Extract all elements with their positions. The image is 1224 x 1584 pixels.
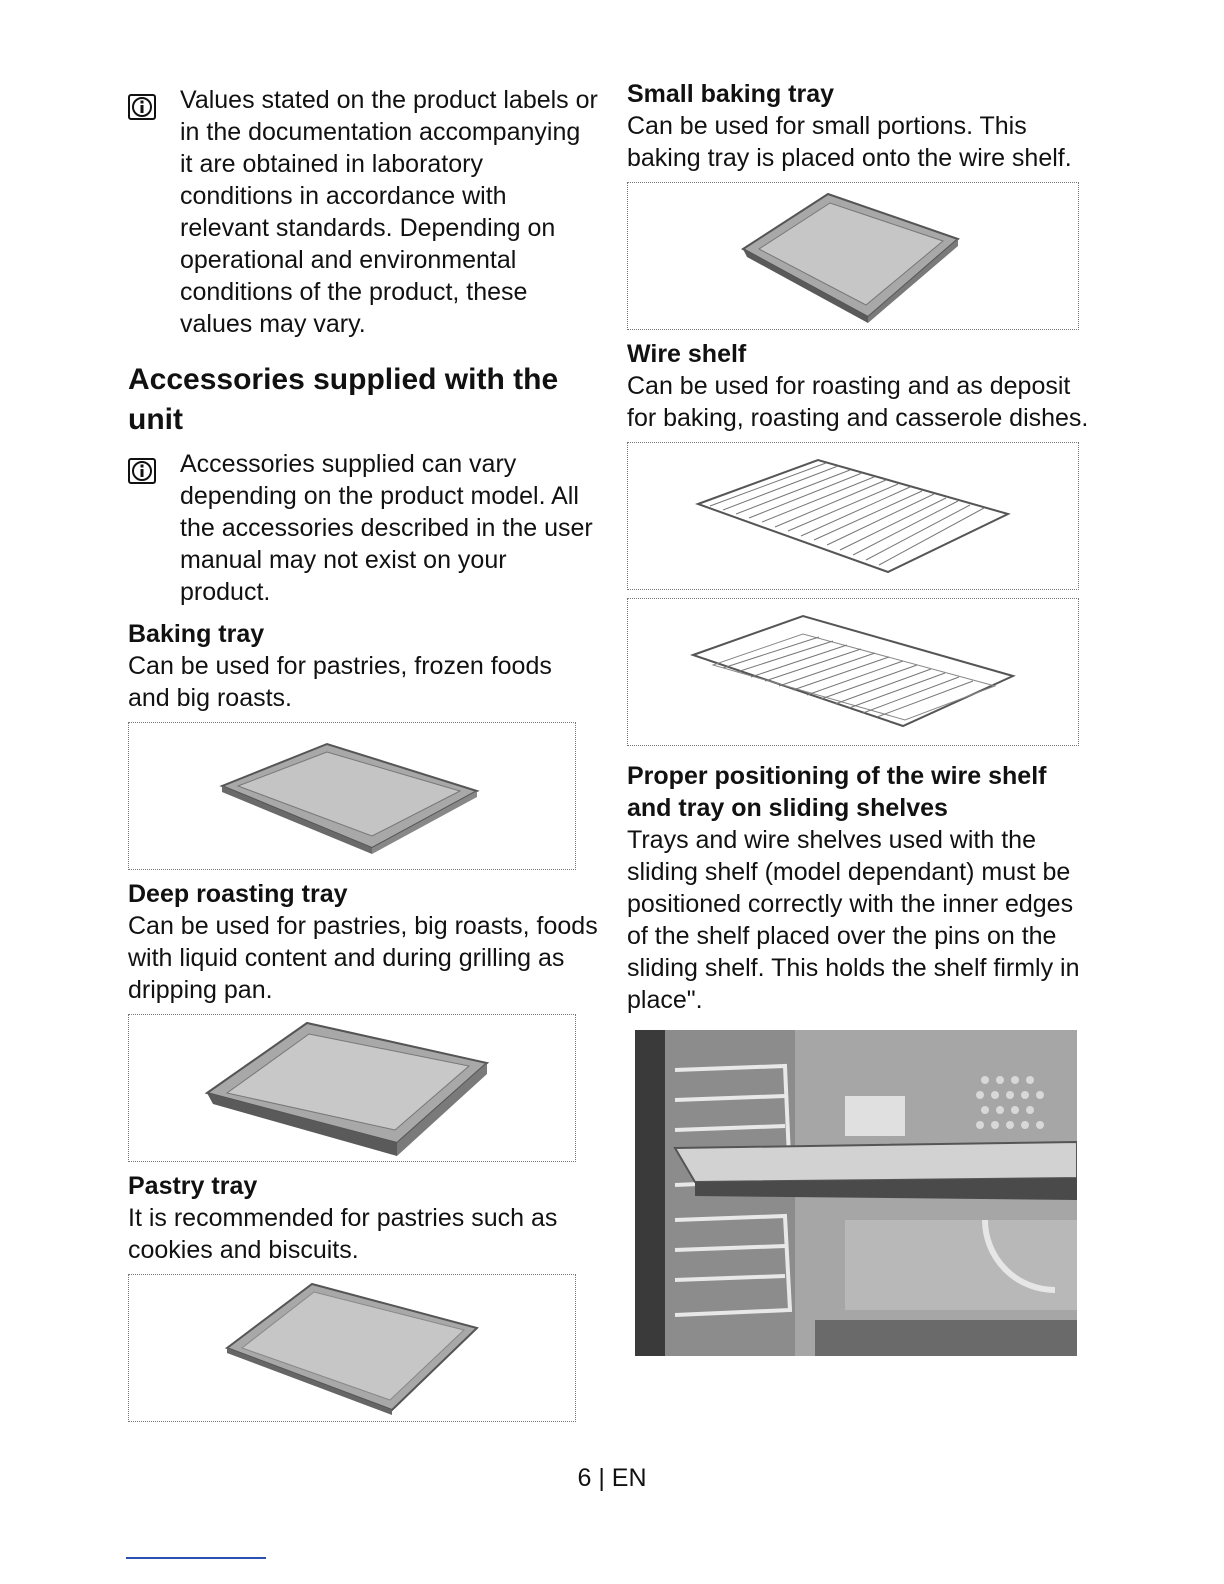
footer-rule xyxy=(126,1557,266,1559)
baking-tray-title: Baking tray xyxy=(128,620,265,648)
wire-shelf-illustration-bottom xyxy=(683,610,1023,735)
wire-shelf-figure-1 xyxy=(627,442,1079,590)
small-baking-tray-text: Can be used for small portions. This baking tray is placed onto the wire shelf. xyxy=(627,112,1072,172)
small-baking-tray-illustration xyxy=(733,189,973,324)
pastry-tray-figure xyxy=(128,1274,576,1422)
pastry-tray-illustration xyxy=(202,1278,502,1418)
small-baking-tray-figure xyxy=(627,182,1079,330)
right-column xyxy=(627,78,1097,1356)
oven-interior-illustration xyxy=(635,1030,1077,1356)
pastry-tray-text: It is recommended for pastries such as cookies and biscuits. xyxy=(128,1204,558,1264)
baking-tray-figure xyxy=(128,722,576,870)
info-note-values xyxy=(128,84,598,340)
left-column xyxy=(128,78,598,1430)
wire-shelf-text: Can be used for roasting and as deposit for baking, roasting and casserole dishes. xyxy=(627,372,1089,432)
info-note-accessories xyxy=(128,448,598,608)
section-title: Accessories supplied with the unit xyxy=(128,363,559,436)
deep-roasting-tray-figure xyxy=(128,1014,576,1162)
deep-roasting-tray-text: Can be used for pastries, big roasts, foods with liquid content and during grilling as dripping pan. xyxy=(128,912,598,1004)
deep-roasting-tray-title: Deep roasting tray xyxy=(128,880,348,908)
info-icon xyxy=(128,458,156,484)
page-number: 6 | EN xyxy=(577,1464,647,1492)
pastry-tray-title: Pastry tray xyxy=(128,1172,258,1200)
wire-shelf-figure-2 xyxy=(627,598,1079,746)
baking-tray-text: Can be used for pastries, frozen foods and big roasts. xyxy=(128,652,552,712)
oven-sliding-shelf-photo xyxy=(635,1030,1077,1356)
wire-shelf-illustration-top xyxy=(688,454,1018,579)
wire-shelf-title: Wire shelf xyxy=(627,340,747,368)
positioning-title: Proper positioning of the wire shelf and tray on sliding shelves xyxy=(627,762,1047,822)
info-note-text: Values stated on the product labels or in the documentation accompanying it are obtained in laboratory conditions in accordance with relevant standards. Depending on operational and environmental conditions of the product, these values may vary. xyxy=(180,86,598,338)
info-icon xyxy=(128,94,156,120)
deep-roasting-tray-illustration xyxy=(197,1018,507,1158)
baking-tray-illustration xyxy=(202,736,502,856)
small-baking-tray-title: Small baking tray xyxy=(627,80,835,108)
info-note-text: Accessories supplied can vary depending on the product model. All the accessories described in the user manual may not exist on your product. xyxy=(180,450,593,606)
positioning-text: Trays and wire shelves used with the sliding shelf (model dependant) must be positioned correctly with the inner edges of the shelf placed over the pins on the sliding shelf. This holds the shelf firmly in place". xyxy=(627,826,1080,1014)
